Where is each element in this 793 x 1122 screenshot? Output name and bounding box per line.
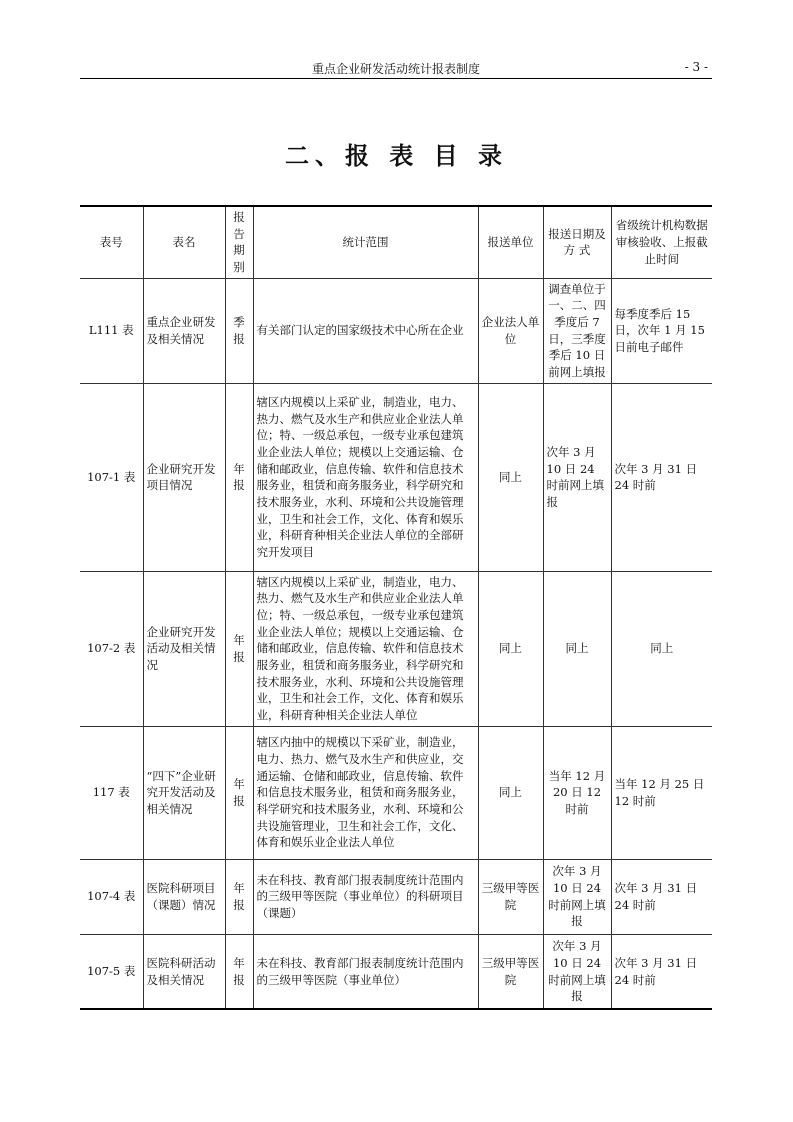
cell-deadline: 当年 12 月 25 日 12 时前: [611, 726, 712, 859]
table-row: [80, 278, 712, 383]
cell-deadline: 每季度季后 15 日，次年 1 月 15 日前电子邮件: [611, 278, 712, 383]
table-row: [80, 571, 712, 726]
cell-name: 企业研究开发项目情况: [143, 383, 225, 571]
report-catalog-table: [80, 205, 712, 1010]
section-title: 二、报 表 目 录: [284, 142, 509, 170]
cell-scope: 未在科技、教育部门报表制度统计范围内的三级甲等医院（事业单位）: [253, 934, 478, 1009]
cell-period: 年报: [225, 383, 253, 571]
cell-date: 次年 3 月 10 日 24 时前网上填报: [543, 934, 611, 1009]
col-header-deadline: 省级统计机构数据审核验收、上报截止时间: [611, 206, 712, 278]
cell-deadline: 次年 3 月 31 日 24 时前: [611, 859, 712, 934]
cell-scope: 辖区内规模以上采矿业，制造业，电力、热力、燃气及水生产和供应业企业法人单位；特、一级总承包，一级专业承包建筑业企业法人单位；规模以上交通运输、仓储和邮政业，信息传输、软件和信息技术服务业，租赁和商务服务业，科学研究和技术服务业，水利、环境和公共设施管理业，卫生和社会工作，文化、体育和娱乐业，科研育种相关企业法人单位的全部研究开发项目: [253, 383, 478, 571]
col-header-period: 报告期别: [225, 206, 253, 278]
cell-period: 季报: [225, 278, 253, 383]
cell-code: 107-2 表: [80, 571, 143, 726]
cell-name: 医院科研项目（课题）情况: [143, 859, 225, 934]
cell-period: 年报: [225, 726, 253, 859]
col-header-code: 表号: [80, 206, 143, 278]
cell-date: 次年 3 月 10 日 24 时前网上填报: [543, 859, 611, 934]
cell-unit: 三级甲等医院: [478, 934, 543, 1009]
cell-date: 当年 12 月 20 日 12 时前: [543, 726, 611, 859]
table-row: [80, 383, 712, 571]
cell-name: 重点企业研发及相关情况: [143, 278, 225, 383]
page-header: [80, 60, 712, 79]
table-row: [80, 726, 712, 859]
cell-unit: 同上: [478, 383, 543, 571]
cell-unit: 同上: [478, 726, 543, 859]
cell-period: 年报: [225, 571, 253, 726]
header-title: 重点企业研发活动统计报表制度: [311, 62, 480, 76]
page-number: - 3 -: [684, 60, 708, 74]
cell-period: 年报: [225, 934, 253, 1009]
cell-date: 调查单位于一、二、四季度后 7 日，三季度季后 10 日前网上填报: [543, 278, 611, 383]
cell-code: L111 表: [80, 278, 143, 383]
cell-deadline: 同上: [611, 571, 712, 726]
col-header-date: 报送日期及 方 式: [543, 206, 611, 278]
cell-code: 107-1 表: [80, 383, 143, 571]
cell-name: 企业研究开发活动及相关情况: [143, 571, 225, 726]
table-row: [80, 934, 712, 1009]
col-header-scope: 统计范围: [253, 206, 478, 278]
cell-date: 同上: [543, 571, 611, 726]
cell-scope: 有关部门认定的国家级技术中心所在企业: [253, 278, 478, 383]
cell-name: “四下”企业研究开发活动及相关情况: [143, 726, 225, 859]
cell-unit: 企业法人单位: [478, 278, 543, 383]
cell-scope: 辖区内规模以上采矿业，制造业，电力、热力、燃气及水生产和供应业企业法人单位；特、一级总承包，一级专业承包建筑业企业法人单位；规模以上交通运输、仓储和邮政业，信息传输、软件和信息技术服务业，租赁和商务服务业，科学研究和技术服务业，水利、环境和公共设施管理业，卫生和社会工作，文化、体育和娱乐业，科研育种相关企业法人单位: [253, 571, 478, 726]
cell-code: 117 表: [80, 726, 143, 859]
cell-period: 年报: [225, 859, 253, 934]
cell-deadline: 次年 3 月 31 日 24 时前: [611, 383, 712, 571]
cell-deadline: 次年 3 月 31 日 24 时前: [611, 934, 712, 1009]
col-header-name: 表名: [143, 206, 225, 278]
cell-unit: 三级甲等医院: [478, 859, 543, 934]
table-row: [80, 859, 712, 934]
cell-code: 107-4 表: [80, 859, 143, 934]
cell-date: 次年 3 月 10 日 24 时前网上填报: [543, 383, 611, 571]
cell-scope: 辖区内抽中的规模以下采矿业，制造业，电力、热力、燃气及水生产和供应业，交通运输、仓储和邮政业，信息传输、软件和信息技术服务业，租赁和商务服务业，科学研究和技术服务业，水利、环境和公共设施管理业，卫生和社会工作，文化、体育和娱乐业企业法人单位: [253, 726, 478, 859]
cell-name: 医院科研活动及相关情况: [143, 934, 225, 1009]
col-header-unit: 报送单位: [478, 206, 543, 278]
cell-unit: 同上: [478, 571, 543, 726]
table-header-row: [80, 206, 712, 278]
cell-code: 107-5 表: [80, 934, 143, 1009]
cell-scope: 未在科技、教育部门报表制度统计范围内的三级甲等医院（事业单位）的科研项目（课题）: [253, 859, 478, 934]
